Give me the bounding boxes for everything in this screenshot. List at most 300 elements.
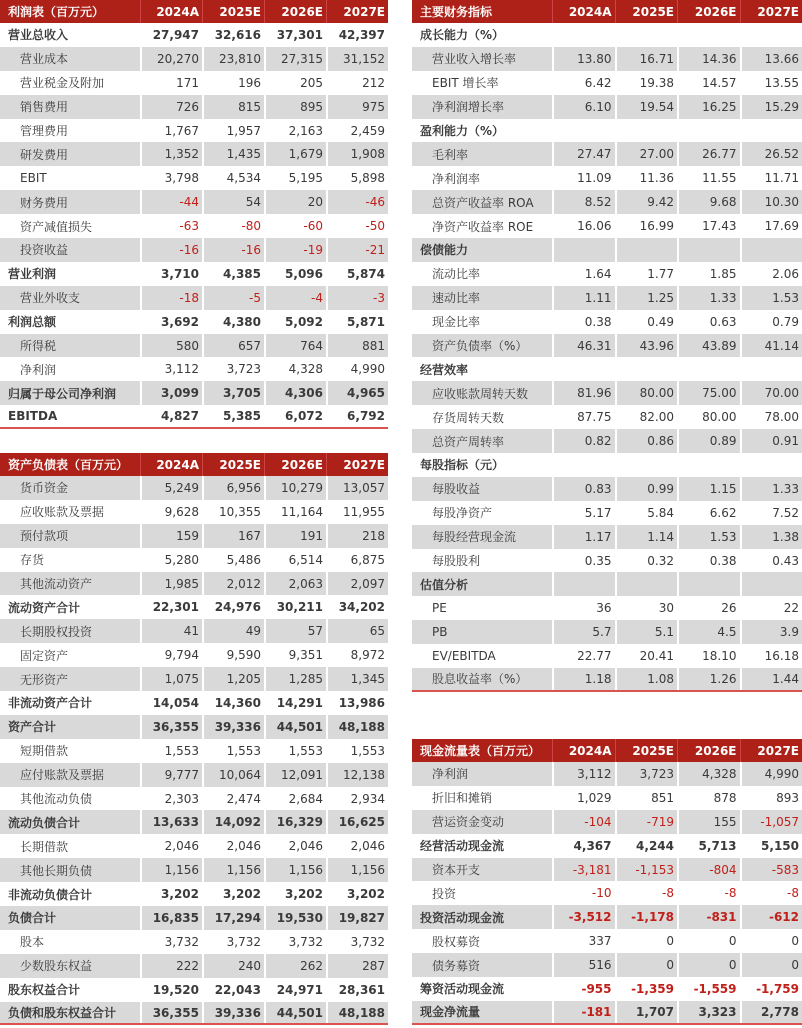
table-row <box>0 190 388 214</box>
row-value: 5.7 <box>552 620 615 644</box>
row-value: 10,064 <box>202 763 264 787</box>
row-value: -1,057 <box>740 810 802 834</box>
table-title: 现金流量表（百万元） <box>412 739 552 762</box>
row-label: 非流动负债合计 <box>8 887 93 902</box>
row-value: 0.82 <box>552 429 615 453</box>
row-value: 4,380 <box>202 310 264 334</box>
row-label: 货币资金 <box>0 476 140 500</box>
row-label: 资产负债率（%） <box>412 334 552 358</box>
row-label: 预付款项 <box>0 524 140 548</box>
table-row <box>0 262 388 286</box>
row-value <box>740 119 802 143</box>
row-value: 218 <box>326 524 388 548</box>
table-row <box>412 834 802 858</box>
table-row <box>0 476 388 500</box>
row-value: 0.32 <box>615 549 678 573</box>
row-value <box>552 119 615 143</box>
row-value: 36,355 <box>140 1002 202 1024</box>
row-label: 应付账款及票据 <box>0 763 140 787</box>
row-value: 1,352 <box>140 142 202 166</box>
row-value: 0.79 <box>740 310 802 334</box>
row-value: 18.10 <box>677 644 740 668</box>
row-value: 14,054 <box>140 691 202 715</box>
row-value: 1.85 <box>677 262 740 286</box>
row-value <box>740 357 802 381</box>
row-value: -612 <box>740 905 802 929</box>
row-value: 1,156 <box>264 858 326 882</box>
year-header: 2027E <box>740 0 802 23</box>
row-label: 股本 <box>20 935 45 950</box>
year-header: 2026E <box>264 0 326 23</box>
row-value: 2,684 <box>264 787 326 811</box>
table-row <box>0 238 388 262</box>
table-row <box>0 548 388 572</box>
row-value: 4.5 <box>677 620 740 644</box>
row-value: 22 <box>740 596 802 620</box>
table-row <box>0 95 388 119</box>
row-value: 1,553 <box>326 739 388 763</box>
row-value: 19,530 <box>264 906 326 930</box>
row-value: 9,590 <box>202 643 264 667</box>
row-value: 516 <box>552 953 615 977</box>
row-label: 经营活动现金流 <box>420 839 505 854</box>
row-value: 27,947 <box>140 23 202 47</box>
row-value: -583 <box>740 858 802 882</box>
row-value: 5,092 <box>264 310 326 334</box>
row-label: 长期借款 <box>20 839 69 854</box>
table-row <box>0 619 388 643</box>
row-value: 2,934 <box>326 787 388 811</box>
row-value: 3,798 <box>140 166 202 190</box>
table-row <box>412 477 802 501</box>
row-value: 5,486 <box>202 548 264 572</box>
row-value: -10 <box>552 881 615 905</box>
table-row <box>412 334 802 358</box>
row-label: 营运资金变动 <box>412 810 552 834</box>
row-label: PB <box>412 620 552 644</box>
row-value: 893 <box>740 786 802 810</box>
row-value: 13.55 <box>740 71 802 95</box>
row-value: 6,072 <box>264 405 326 427</box>
cash-flow-table <box>412 739 802 1025</box>
row-value: 10,279 <box>264 476 326 500</box>
row-value: -3 <box>326 286 388 310</box>
row-value: 2,046 <box>264 834 326 858</box>
row-value <box>615 572 678 596</box>
row-value: 1.18 <box>552 668 615 690</box>
row-value: 1.44 <box>740 668 802 690</box>
row-value: 31,152 <box>326 47 388 71</box>
table-row <box>0 763 388 787</box>
row-label: 负债合计 <box>0 906 140 930</box>
row-label: 每股股利 <box>432 554 481 569</box>
row-value: 10.30 <box>740 190 802 214</box>
row-value: 1,285 <box>264 667 326 691</box>
row-value: 9.68 <box>677 190 740 214</box>
table-row <box>412 47 802 71</box>
row-value: 878 <box>677 786 740 810</box>
row-value: 15.29 <box>740 95 802 119</box>
row-value: 205 <box>264 71 326 95</box>
row-value <box>740 238 802 262</box>
row-value: 0.89 <box>677 429 740 453</box>
row-value: 3.9 <box>740 620 802 644</box>
row-value: 14.36 <box>677 47 740 71</box>
row-value: 5.1 <box>615 620 678 644</box>
table-row <box>0 71 388 95</box>
row-value: 16.06 <box>552 214 615 238</box>
row-value: 10,355 <box>202 500 264 524</box>
row-label: 盈利能力（%） <box>420 124 505 138</box>
row-value: 42,397 <box>326 23 388 47</box>
row-value: 9,794 <box>140 643 202 667</box>
row-value: 1,029 <box>552 786 615 810</box>
table-row <box>412 501 802 525</box>
row-value: 580 <box>140 334 202 358</box>
row-label: 净利润率 <box>432 171 481 186</box>
table-row <box>412 929 802 953</box>
row-value: 14,092 <box>202 810 264 834</box>
row-label: 速动比率 <box>412 286 552 310</box>
row-label: 投资活动现金流 <box>412 905 552 929</box>
row-value: 2,012 <box>202 572 264 596</box>
row-value: 1,553 <box>140 739 202 763</box>
row-value <box>615 119 678 143</box>
row-value: 1,767 <box>140 119 202 143</box>
row-value: 240 <box>202 954 264 978</box>
row-value: 30 <box>615 596 678 620</box>
table-row <box>0 405 388 429</box>
row-label: 营业收入增长率 <box>412 47 552 71</box>
row-value: 36 <box>552 596 615 620</box>
year-header: 2025E <box>202 0 264 23</box>
row-value <box>552 572 615 596</box>
row-value: 3,732 <box>264 930 326 954</box>
row-value: 23,810 <box>202 47 264 71</box>
row-label: 营业总收入 <box>8 28 69 43</box>
section-row <box>412 238 802 262</box>
row-value <box>677 23 740 47</box>
row-value: -63 <box>140 214 202 238</box>
section-row <box>412 23 802 47</box>
row-value: 3,723 <box>202 357 264 381</box>
row-value: 11,164 <box>264 500 326 524</box>
table-row <box>0 643 388 667</box>
row-value: 80.00 <box>677 405 740 429</box>
row-label: 现金比率 <box>432 315 481 330</box>
row-value: 13,986 <box>326 691 388 715</box>
row-label: 存货 <box>20 553 45 568</box>
row-label: 营业外收支 <box>0 286 140 310</box>
row-value: 16.18 <box>740 644 802 668</box>
row-value: 17,294 <box>202 906 264 930</box>
row-value: 12,138 <box>326 763 388 787</box>
row-value: 28,361 <box>326 978 388 1002</box>
row-label: 营业利润 <box>8 267 57 282</box>
row-value: 49 <box>202 619 264 643</box>
row-value: 5,096 <box>264 262 326 286</box>
table-title: 主要财务指标 <box>412 0 552 23</box>
row-value: 14,360 <box>202 691 264 715</box>
row-value: -1,559 <box>677 977 740 1001</box>
row-value: 6,792 <box>326 405 388 427</box>
row-value: 3,723 <box>615 762 678 786</box>
row-label: 营业成本 <box>0 47 140 71</box>
row-value: 3,692 <box>140 310 202 334</box>
row-value: 81.96 <box>552 381 615 405</box>
row-label: 每股净资产 <box>432 506 493 521</box>
row-value: 5,385 <box>202 405 264 427</box>
year-header: 2025E <box>615 739 678 762</box>
year-header: 2027E <box>326 0 388 23</box>
row-label: 净利润 <box>412 762 552 786</box>
table-row <box>412 549 802 573</box>
row-value: 159 <box>140 524 202 548</box>
year-header: 2024A <box>140 0 202 23</box>
row-value: 1.14 <box>615 525 678 549</box>
row-value: -181 <box>552 1001 615 1023</box>
row-value: 1.15 <box>677 477 740 501</box>
row-value: 1,957 <box>202 119 264 143</box>
row-label: 管理费用 <box>20 124 69 138</box>
row-label: PE <box>432 601 447 616</box>
table-row <box>0 166 388 190</box>
row-value: 3,323 <box>677 1001 740 1023</box>
table-row <box>0 119 388 143</box>
row-label: 资产减值损失 <box>20 219 93 234</box>
table-row <box>0 882 388 906</box>
row-value: 0.63 <box>677 310 740 334</box>
table-row <box>412 71 802 95</box>
row-value: 167 <box>202 524 264 548</box>
row-value <box>677 357 740 381</box>
row-value: 1,156 <box>140 858 202 882</box>
row-value: 4,990 <box>740 762 802 786</box>
row-value: -104 <box>552 810 615 834</box>
row-value: 22,301 <box>140 595 202 619</box>
row-label: 流动负债合计 <box>0 810 140 834</box>
row-value: 20 <box>264 190 326 214</box>
year-header: 2026E <box>677 0 740 23</box>
table-row <box>0 47 388 71</box>
row-label: 经营效率 <box>420 362 469 377</box>
row-value: 1,985 <box>140 572 202 596</box>
table-row <box>412 381 802 405</box>
row-value: 1,679 <box>264 142 326 166</box>
row-value: 6,875 <box>326 548 388 572</box>
row-value: -804 <box>677 858 740 882</box>
row-label: 股东权益合计 <box>8 983 81 998</box>
row-value: -955 <box>552 977 615 1001</box>
row-value: 11.71 <box>740 166 802 190</box>
row-label: 流动资产合计 <box>8 600 81 615</box>
row-value: 48,188 <box>326 715 388 739</box>
row-value <box>615 453 678 477</box>
row-value: 87.75 <box>552 405 615 429</box>
year-header: 2026E <box>677 739 740 762</box>
row-value: 6,514 <box>264 548 326 572</box>
row-value: 9,628 <box>140 500 202 524</box>
row-value: -18 <box>140 286 202 310</box>
table-row <box>412 905 802 929</box>
row-value: 1.33 <box>677 286 740 310</box>
row-value: 222 <box>140 954 202 978</box>
table-row <box>412 142 802 166</box>
year-header: 2027E <box>326 453 388 476</box>
row-label: 固定资产 <box>20 648 69 663</box>
row-value: 17.69 <box>740 214 802 238</box>
row-value: -16 <box>140 238 202 262</box>
row-value: 11.55 <box>677 166 740 190</box>
row-value: 13,633 <box>140 810 202 834</box>
row-value: 815 <box>202 95 264 119</box>
table-row <box>0 286 388 310</box>
row-label: 财务费用 <box>0 190 140 214</box>
table-row <box>412 525 802 549</box>
row-value: 4,990 <box>326 357 388 381</box>
row-value: 5,249 <box>140 476 202 500</box>
row-label: 负债和股东权益合计 <box>0 1002 140 1024</box>
row-value: 5,195 <box>264 166 326 190</box>
row-value <box>677 238 740 262</box>
row-value: 36,355 <box>140 715 202 739</box>
row-label: 资产合计 <box>0 715 140 739</box>
row-value <box>615 238 678 262</box>
row-value: 1,908 <box>326 142 388 166</box>
row-value: 75.00 <box>677 381 740 405</box>
table-row <box>0 310 388 334</box>
row-value: 5.17 <box>552 501 615 525</box>
table-row <box>0 500 388 524</box>
row-value: -60 <box>264 214 326 238</box>
row-label: 债务募资 <box>412 953 552 977</box>
row-value: 4,534 <box>202 166 264 190</box>
row-value: 5,898 <box>326 166 388 190</box>
row-value: 262 <box>264 954 326 978</box>
table-row <box>412 310 802 334</box>
row-value: 54 <box>202 190 264 214</box>
year-header: 2024A <box>552 0 615 23</box>
row-value: 4,306 <box>264 381 326 405</box>
row-value: 1,075 <box>140 667 202 691</box>
table-row <box>0 142 388 166</box>
table-row <box>0 954 388 978</box>
row-value: 1,435 <box>202 142 264 166</box>
year-header: 2024A <box>140 453 202 476</box>
row-value: 851 <box>615 786 678 810</box>
row-value: 4,385 <box>202 262 264 286</box>
table-row <box>0 739 388 763</box>
row-value: 0.86 <box>615 429 678 453</box>
row-value: 1.53 <box>677 525 740 549</box>
row-label: 短期借款 <box>20 744 69 759</box>
row-value: 16.99 <box>615 214 678 238</box>
section-row <box>412 572 802 596</box>
row-value: -1,359 <box>615 977 678 1001</box>
row-value: 27.00 <box>615 142 678 166</box>
row-value: 26.52 <box>740 142 802 166</box>
row-label: 偿债能力 <box>412 238 552 262</box>
section-row <box>412 119 802 143</box>
section-row <box>412 453 802 477</box>
row-value: -5 <box>202 286 264 310</box>
row-value: 2,163 <box>264 119 326 143</box>
row-value: 1.26 <box>677 668 740 690</box>
row-value: -8 <box>740 881 802 905</box>
table-header <box>412 0 802 23</box>
row-value: 3,202 <box>264 882 326 906</box>
row-value <box>740 572 802 596</box>
row-value <box>677 572 740 596</box>
row-value: 5,713 <box>677 834 740 858</box>
table-row <box>0 715 388 739</box>
row-label: 流动比率 <box>432 267 481 282</box>
table-row <box>0 1002 388 1026</box>
row-value <box>552 23 615 47</box>
row-value: 20.41 <box>615 644 678 668</box>
year-header: 2025E <box>202 453 264 476</box>
table-row <box>0 691 388 715</box>
table-row <box>0 214 388 238</box>
row-value: 3,202 <box>202 882 264 906</box>
row-value: -21 <box>326 238 388 262</box>
row-label: EV/EBITDA <box>432 649 496 664</box>
table-header <box>412 739 802 762</box>
row-value: 3,732 <box>202 930 264 954</box>
row-value: 2,778 <box>740 1001 802 1023</box>
row-value: 8,972 <box>326 643 388 667</box>
row-value: 2,097 <box>326 572 388 596</box>
row-label: 归属于母公司净利润 <box>0 381 140 405</box>
row-value: 11.09 <box>552 166 615 190</box>
row-value: 0 <box>677 953 740 977</box>
row-value: 16,625 <box>326 810 388 834</box>
row-value: 43.89 <box>677 334 740 358</box>
row-value: 3,202 <box>140 882 202 906</box>
row-value: 2,046 <box>140 834 202 858</box>
row-value: 3,202 <box>326 882 388 906</box>
row-value: 0.35 <box>552 549 615 573</box>
row-value: 39,336 <box>202 1002 264 1024</box>
table-row <box>0 930 388 954</box>
row-label: 长期股权投资 <box>0 619 140 643</box>
row-label: 所得税 <box>0 334 140 358</box>
table-row <box>0 524 388 548</box>
row-label: 成长能力（%） <box>420 28 505 43</box>
year-header: 2024A <box>552 739 615 762</box>
row-value: 16.25 <box>677 95 740 119</box>
row-value: 44,501 <box>264 1002 326 1024</box>
row-label: 资本开支 <box>412 858 552 882</box>
row-value: 0 <box>740 953 802 977</box>
row-value: 9,777 <box>140 763 202 787</box>
table-title: 利润表（百万元） <box>0 0 140 23</box>
table-row <box>412 1001 802 1025</box>
row-value: 4,244 <box>615 834 678 858</box>
row-label: EBITDA <box>8 409 58 424</box>
table-row <box>412 953 802 977</box>
row-label: 销售费用 <box>0 95 140 119</box>
row-value: 19,827 <box>326 906 388 930</box>
year-header: 2027E <box>740 739 802 762</box>
row-value: 57 <box>264 619 326 643</box>
balance-sheet-table <box>0 453 388 1025</box>
row-value: 6.62 <box>677 501 740 525</box>
table-header <box>0 453 388 476</box>
row-value: 13.80 <box>552 47 615 71</box>
row-value: 2,474 <box>202 787 264 811</box>
row-value: 171 <box>140 71 202 95</box>
